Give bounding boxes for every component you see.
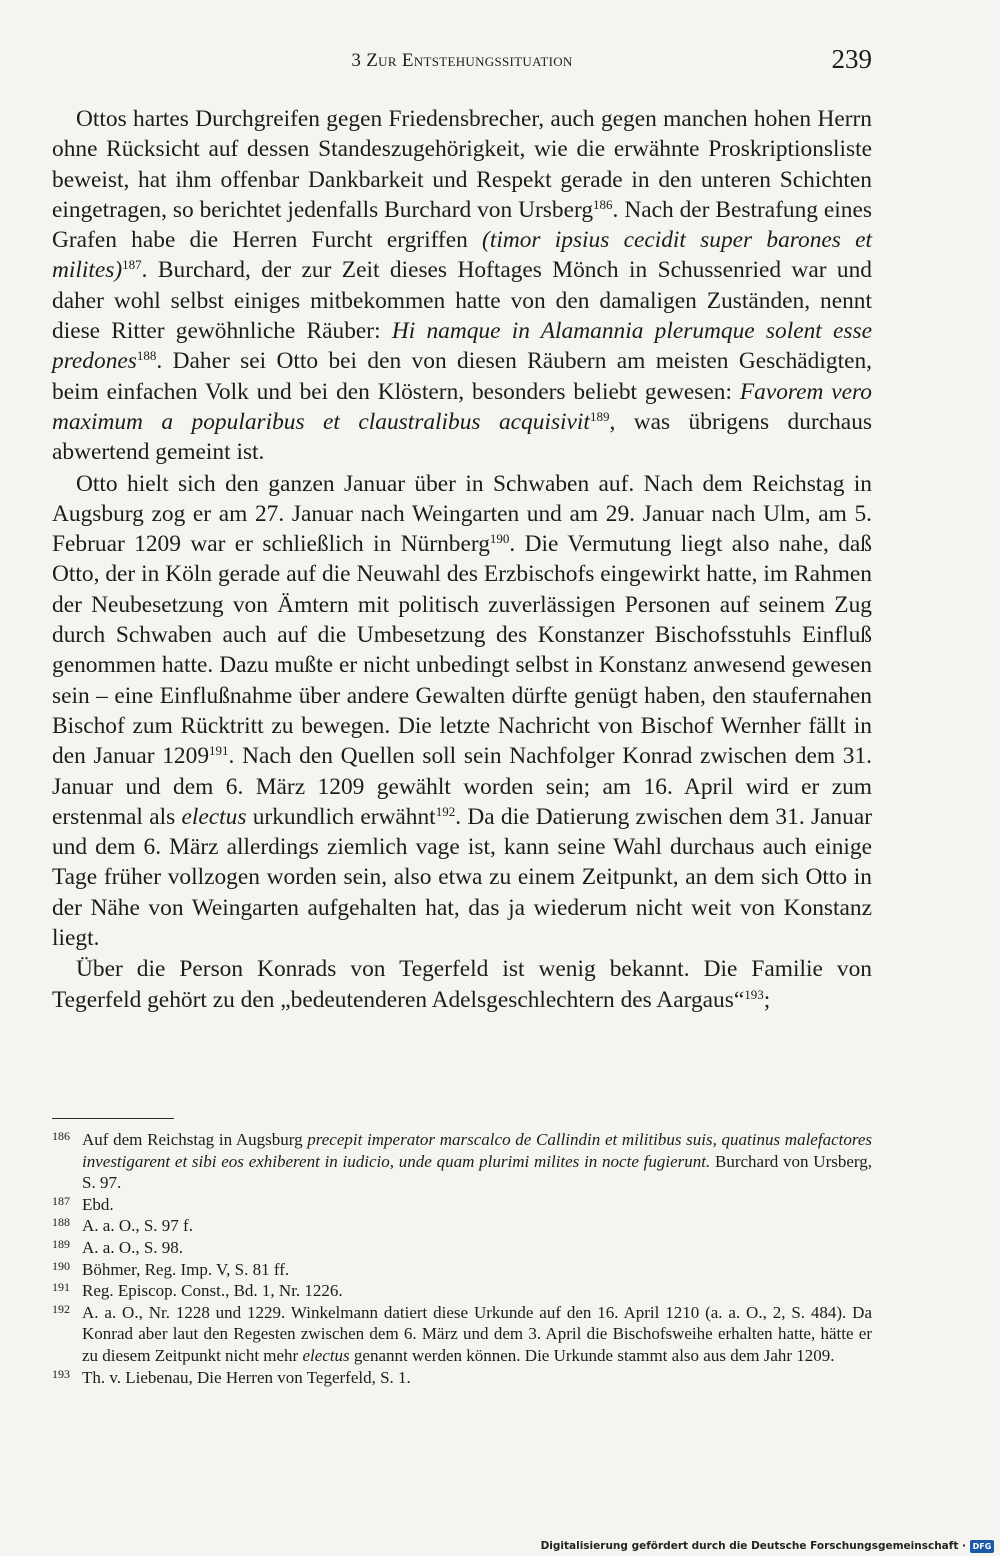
latin-quote: precepit imperator marscalco de Callindin et militibus suis, quatinus malefactores investigarent et sibi eos exhiberent in iudicio, unde quam plurimi milites in nocte fugierunt. [82, 1130, 872, 1171]
latin-quote: electus [302, 1345, 350, 1365]
footnote-ref: 192 [435, 803, 456, 819]
main-text [52, 104, 872, 1015]
footnote-ref: 189 [589, 408, 610, 424]
footnote-divider [52, 1118, 174, 1119]
latin-quote: (timor ipsius cecidit super barones et milites) [52, 227, 872, 284]
page-number: 239 [831, 44, 872, 74]
digitization-credit: Digitalisierung gefördert durch die Deutsche Forschungsgemeinschaft · [540, 1540, 966, 1552]
footnote-number: 188 [52, 1215, 70, 1230]
footnote-ref: 186 [593, 196, 613, 212]
footnote-number: 189 [52, 1236, 70, 1251]
footnote: 189 A. a. O., S. 98. [52, 1237, 872, 1259]
footnote-number: 186 [52, 1129, 70, 1143]
dfg-logo: DFG [970, 1540, 994, 1553]
latin-quote: electus [181, 803, 247, 830]
footnote: 191 Reg. Episcop. Const., Bd. 1, Nr. 1226. [52, 1280, 872, 1302]
footnote: 193 Th. v. Liebenau, Die Herren von Tegerfeld, S. 1. [52, 1367, 872, 1389]
footnote-ref: 193 [744, 986, 764, 1002]
footnote-number: 192 [52, 1301, 70, 1316]
footnote-number: 187 [52, 1193, 70, 1208]
footnote-ref: 190 [489, 531, 510, 547]
latin-quote: Favorem vero maximum a popularibus et claustralibus acquisivit [52, 378, 872, 435]
footnote: 187 Ebd. [52, 1194, 872, 1216]
footnote-number: 190 [52, 1258, 70, 1273]
footnote-number: 193 [52, 1366, 70, 1381]
footnotes [52, 1129, 872, 1388]
footnote: 190 Böhmer, Reg. Imp. V, S. 81 ff. [52, 1259, 872, 1281]
footnote: 186 Auf dem Reichstag in Augsburg precepit imperator marscalco de Callindin et militibus suis, quatinus malefactores investigarent et sibi eos exhiberent in iudicio, unde quam plurimi milites in nocte fugierunt. Burchard von Ursberg, S. 97. [52, 1129, 872, 1194]
running-head [52, 44, 872, 80]
footnote-ref: 188 [136, 348, 157, 364]
running-title: 3 Zur Entstehungssituation [351, 50, 573, 71]
footnote: 192 A. a. O., Nr. 1228 und 1229. Winkelmann datiert diese Urkunde auf den 16. April 1210 (a. a. O., 2, S. 484). Da Konrad aber laut den Regesten zwischen dem 6. März und dem 3. April die Bischofsweihe erhalten hatte, hätte er zu diesem Zeitpunkt nicht mehr electus genannt werden können. Die Urkunde stammt also aus dem Jahr 1209. [52, 1302, 872, 1367]
paragraph: Ottos hartes Durchgreifen gegen Friedensbrecher, auch gegen manchen hohen Herrn ohne Rücksicht auf dessen Standeszugehörigkeit, wie die erwähnte Proskriptionsliste beweist, hat ihm offenbar Dankbarkeit und Respekt gerade in den unteren Schichten eingetragen, so berichtet jedenfalls Burchard von Ursberg$^{186}$. Nach der Bestrafung eines Grafen habe die Herren Furcht ergriffen (timor ipsius cecidit super barones et milites)$^{187}$. Burchard, der zur Zeit dieses Hoftages Mönch in Schussenried war und daher wohl selbst einiges mitbekommen hatte von den damaligen Zuständen, nennt diese Ritter gewöhnliche Räuber: Hi namque in Alamannia plerumque solent esse predones$^{188}$. Daher sei Otto bei den von diesen Räubern am meisten Geschädigten, beim einfachen Volk und bei den Klöstern, besonders beliebt gewesen: Favorem vero maximum a popularibus et claustralibus acquisivit$^{189}$, was übrigens durchaus abwertend gemeint ist. [52, 106, 872, 466]
footnote: 188 A. a. O., S. 97 f. [52, 1215, 872, 1237]
paragraph: Otto hielt sich den ganzen Januar über in Schwaben auf. Nach dem Reichstag in Augsburg zog er am 27. Januar nach Weingarten und am 29. Januar nach Ulm, am 5. Februar 1209 war er schließlich in Nürnberg$^{190}$. Die Vermutung liegt also nahe, daß Otto, der in Köln gerade auf die Neuwahl des Erzbischofs eingewirkt hatte, im Rahmen der Neubesetzung von Ämtern mit politisch zuverlässigen Personen auf seinem Zug durch Schwaben auch auf die Umbesetzung des Konstanzer Bischofsstuhls Einfluß genommen hatte. Dazu mußte er nicht unbedingt selbst in Konstanz anwesend gewesen sein – eine Einflußnahme über andere Gewalten dürfte genügt haben, den staufernahen Bischof zum Rücktritt zu bewegen. Die letzte Nachricht von Bischof Wernher fällt in den Januar 1209$^{191}$. Nach den Quellen soll sein Nachfolger Konrad zwischen dem 31. Januar und dem 6. März 1209 gewählt worden sein; am 16. April wird er zum erstenmal als electus urkundlich erwähnt$^{192}$. Da die Datierung zwischen dem 31. Januar und dem 6. März allerdings ziemlich vage ist, kann seine Wahl durchaus auch einige Tage früher vollzogen worden sein, also etwa zu einem Zeitpunkt, an dem sich Otto in der Nähe von Weingarten aufgehalten hat, das ja wiederum nicht weit von Konstanz liegt. [52, 470, 873, 952]
footnote-ref: 187 [122, 257, 142, 273]
footnote-ref: 191 [209, 743, 229, 759]
latin-quote: Hi namque in Alamannia plerumque solent esse predones [52, 318, 872, 375]
footnote-number: 191 [52, 1280, 70, 1295]
paragraph: Über die Person Konrads von Tegerfeld ist wenig bekannt. Die Familie von Tegerfeld gehört zu den „bedeutenderen Adelsgeschlechtern des Aargaus“$^{193}$; [52, 956, 872, 1013]
